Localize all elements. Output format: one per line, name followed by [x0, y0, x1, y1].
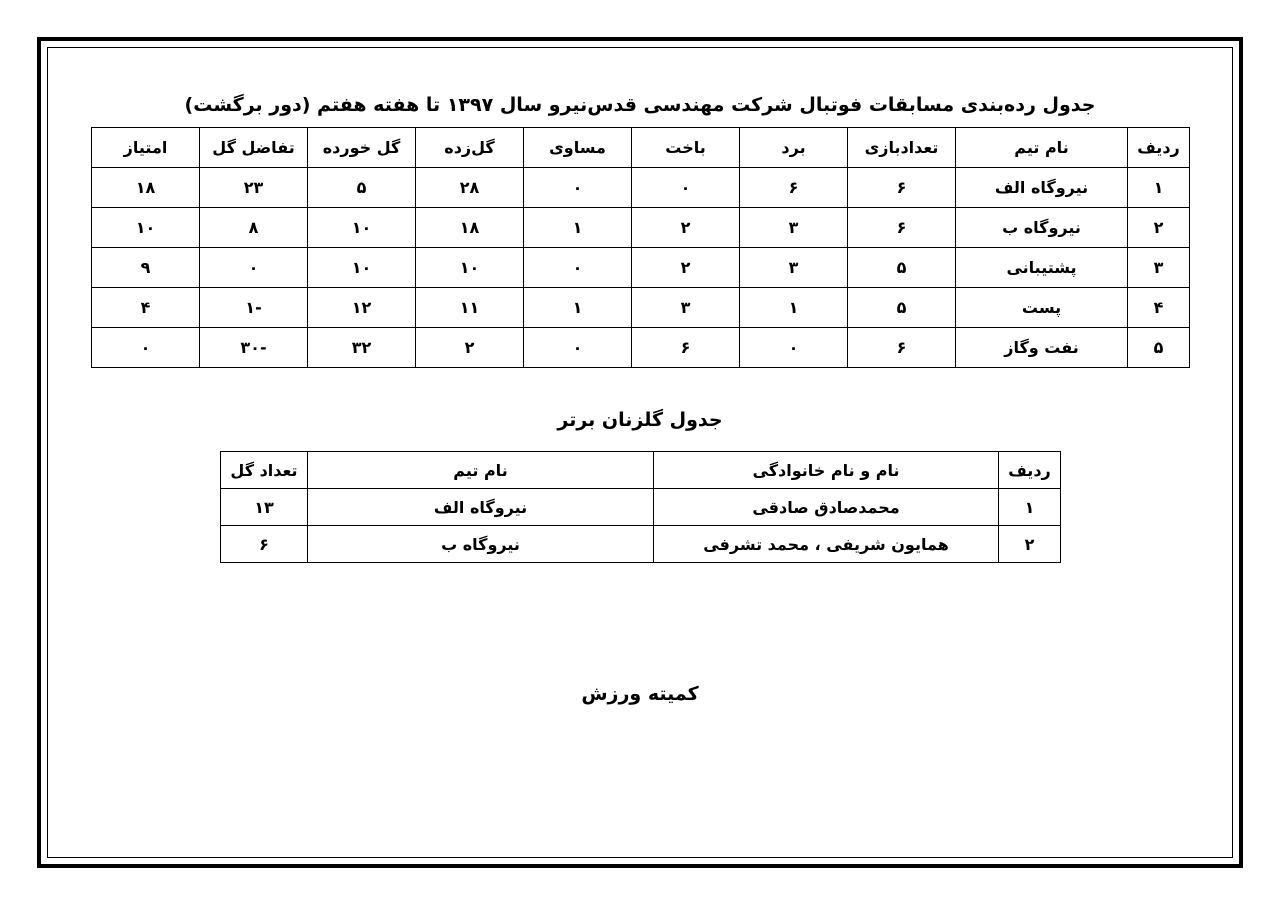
- column-header: گل‌زده: [416, 128, 524, 168]
- table-cell: نیروگاه الف: [956, 168, 1128, 208]
- table-cell: همایون شریفی ، محمد تشرفی: [654, 526, 999, 563]
- table-cell: ۰: [524, 248, 632, 288]
- column-header: نام و نام خانوادگی: [654, 452, 999, 489]
- top-scorers-table: [220, 451, 1061, 563]
- table-cell: نیروگاه ب: [956, 208, 1128, 248]
- table-cell: ۱: [524, 208, 632, 248]
- table-cell: ۱۰: [308, 208, 416, 248]
- table-cell: ۶: [221, 526, 308, 563]
- table-cell: ۶: [848, 208, 956, 248]
- table-cell: ۳: [632, 288, 740, 328]
- table-cell: ۸: [200, 208, 308, 248]
- table-cell: ۱۰: [308, 248, 416, 288]
- table-cell: ۲۸: [416, 168, 524, 208]
- column-header: نام تیم: [956, 128, 1128, 168]
- column-header: مساوی: [524, 128, 632, 168]
- table-cell: ۱: [740, 288, 848, 328]
- page-title: جدول رده‌بندی مسابقات فوتبال شرکت مهندسی قدس‌نیرو سال ۱۳۹۷ تا هفته هفتم (دور برگشت): [184, 94, 1096, 116]
- table-row: [92, 168, 1190, 208]
- column-header: ردیف: [999, 452, 1061, 489]
- column-header: باخت: [632, 128, 740, 168]
- table-cell: ۶: [632, 328, 740, 368]
- column-header: برد: [740, 128, 848, 168]
- table-row: [92, 248, 1190, 288]
- table-row: [92, 208, 1190, 248]
- table-cell: ۲: [999, 526, 1061, 563]
- table-cell: ۳: [740, 248, 848, 288]
- table-cell: ۰: [92, 328, 200, 368]
- table-cell: ۰: [632, 168, 740, 208]
- table-cell: ۴: [92, 288, 200, 328]
- table-cell: ۲: [632, 208, 740, 248]
- column-header: ردیف: [1128, 128, 1190, 168]
- table-cell: ۴: [1128, 288, 1190, 328]
- table-cell: نفت وگاز: [956, 328, 1128, 368]
- standings-table: [91, 127, 1190, 368]
- table-cell: ۵: [848, 248, 956, 288]
- table-cell: ۱۰: [92, 208, 200, 248]
- column-header: تعدادبازی: [848, 128, 956, 168]
- column-header: امتیاز: [92, 128, 200, 168]
- table-cell: ۵: [1128, 328, 1190, 368]
- table-cell: ۰: [740, 328, 848, 368]
- column-header: گل خورده: [308, 128, 416, 168]
- table-cell: پشتیبانی: [956, 248, 1128, 288]
- table-header-row: [221, 452, 1061, 489]
- table-cell: ۳۲: [308, 328, 416, 368]
- column-header: تعداد گل: [221, 452, 308, 489]
- table-cell: ۲: [1128, 208, 1190, 248]
- table-cell: ۱۳: [221, 489, 308, 526]
- scorers-title: جدول گلزنان برتر: [557, 409, 723, 431]
- table-cell: ۱: [524, 288, 632, 328]
- table-row: [221, 526, 1061, 563]
- table-cell: محمدصادق صادقی: [654, 489, 999, 526]
- table-header-row: [92, 128, 1190, 168]
- footer-signature: کمیته ورزش: [581, 683, 699, 705]
- table-cell: ۶: [740, 168, 848, 208]
- table-cell: ۳: [1128, 248, 1190, 288]
- table-cell: ۱۸: [416, 208, 524, 248]
- table-cell: ۶: [848, 168, 956, 208]
- column-header: نام تیم: [308, 452, 654, 489]
- table-cell: ۵: [308, 168, 416, 208]
- table-cell: ۹: [92, 248, 200, 288]
- table-cell: ۱۰: [416, 248, 524, 288]
- table-cell: ۲۳: [200, 168, 308, 208]
- table-cell: ۲: [632, 248, 740, 288]
- table-cell: ۰: [524, 328, 632, 368]
- table-cell: ۱: [1128, 168, 1190, 208]
- table-cell: ۵: [848, 288, 956, 328]
- table-cell: نیروگاه الف: [308, 489, 654, 526]
- table-cell: ۳: [740, 208, 848, 248]
- table-cell: ۰: [524, 168, 632, 208]
- table-cell: ۱۱: [416, 288, 524, 328]
- table-cell: ۲: [416, 328, 524, 368]
- column-header: تفاضل گل: [200, 128, 308, 168]
- table-row: [221, 489, 1061, 526]
- table-cell: ۱۸: [92, 168, 200, 208]
- table-cell: -۳۰: [200, 328, 308, 368]
- table-cell: -۱: [200, 288, 308, 328]
- table-cell: نیروگاه ب: [308, 526, 654, 563]
- table-cell: پست: [956, 288, 1128, 328]
- table-cell: ۱۲: [308, 288, 416, 328]
- table-row: [92, 288, 1190, 328]
- table-cell: ۰: [200, 248, 308, 288]
- table-row: [92, 328, 1190, 368]
- table-cell: ۶: [848, 328, 956, 368]
- table-cell: ۱: [999, 489, 1061, 526]
